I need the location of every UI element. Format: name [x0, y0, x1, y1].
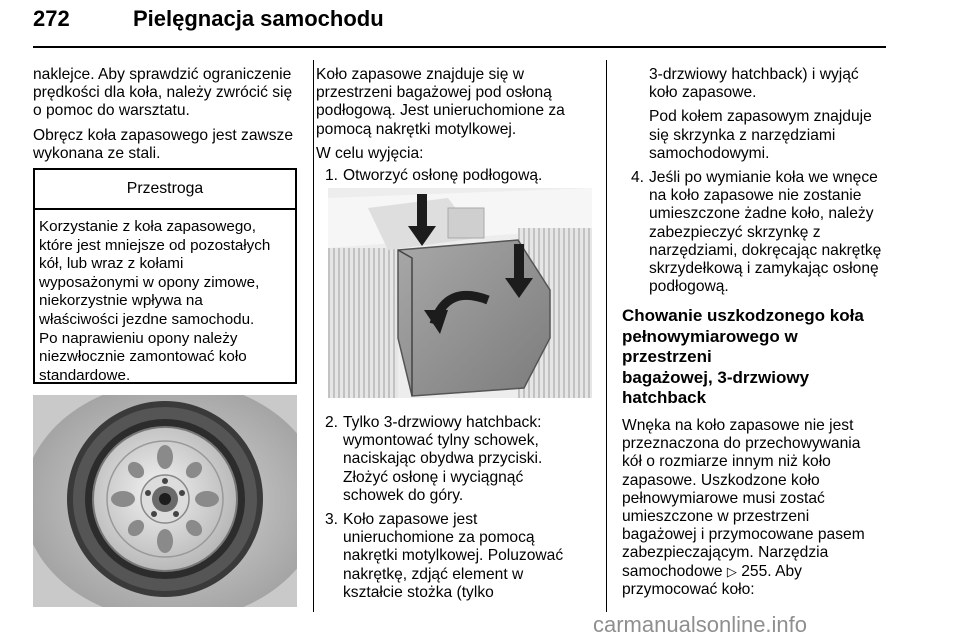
col2-intro-line: pomocą nakrętki motylkowej. [316, 120, 517, 138]
reference-prefix: samochodowe [622, 562, 723, 580]
heading-line: Chowanie uszkodzonego koła [622, 306, 864, 326]
col3-note-line: się skrzynka z narzędziami [649, 126, 836, 144]
col2-lead: W celu wyjęcia: [316, 144, 424, 162]
warning-line: Korzystanie z koła zapasowego, [39, 218, 256, 235]
page-reference-arrow-icon: ▷ [726, 563, 737, 579]
step-2-line: Złożyć osłonę i wyciągnąć [343, 468, 524, 486]
col3-note-line: samochodowymi. [649, 144, 770, 162]
heading-line: hatchback [622, 388, 707, 408]
step-2-line: Tylko 3-drzwiowy hatchback: [343, 414, 542, 431]
column-3-text [622, 66, 890, 599]
step-3-continuation [622, 66, 890, 163]
step-1 [316, 167, 596, 185]
col2-intro-line: przestrzeni bagażowej pod osłoną [316, 84, 552, 102]
step-3 [316, 511, 598, 602]
col2-intro-line: podłogową. Jest unieruchomione za [316, 102, 565, 120]
spare-wheel-photo [33, 395, 297, 607]
warning-line: niekorzystnie wpływa na [39, 292, 203, 310]
step-4-line: zabezpieczyć skrzynkę z [649, 223, 821, 241]
floor-cover-illustration [328, 188, 592, 398]
col3-cont-line: koło zapasowe. [649, 84, 757, 102]
body-line: przeznaczona do przechowywania [622, 435, 861, 453]
header-rule [33, 46, 886, 48]
step-1-text: Otworzyć osłonę podłogową. [343, 167, 543, 185]
col3-cont-line: 3-drzwiowy hatchback) i wyjąć [649, 66, 859, 83]
step-3-line: nakrętkę, zdjąć element w [343, 565, 524, 583]
floor-cover-photo [328, 188, 592, 398]
warning-line: niezwłocznie zamontować koło [39, 348, 247, 366]
warning-line: właściwości jezdne samochodu. [39, 310, 255, 328]
body-line: zapasowe. Uszkodzone koło [622, 471, 820, 489]
step-4-line: podłogową. [649, 278, 729, 296]
warning-line: Po naprawieniu opony należy [39, 329, 238, 347]
col1-line: o pomoc do warsztatu. [33, 102, 190, 120]
step-2-number: 2. [325, 414, 339, 431]
body-line: kół o rozmiarze innym niż koło [622, 453, 831, 471]
warning-line: wyposażonymi w opony zimowe, [39, 273, 260, 291]
page-header [33, 2, 886, 46]
step-2 [316, 414, 598, 505]
step-2-line: schowek do góry. [343, 486, 464, 504]
page-reference-line [622, 563, 890, 581]
warning-title: Przestroga [126, 180, 204, 197]
watermark: carmanualsonline.info [593, 612, 808, 637]
body-line: przymocować koło: [622, 580, 755, 598]
step-2-line: naciskając obydwa przyciski. [343, 450, 543, 468]
col2-intro-line: Koło zapasowe znajduje się w [316, 66, 525, 83]
col1-line: wykonana ze stali. [33, 144, 161, 162]
body-line: bagażowej i przymocowane pasem [622, 526, 865, 544]
warning-box [33, 168, 297, 384]
step-4 [622, 169, 890, 296]
column-divider-1 [313, 60, 314, 612]
step-4-number: 4. [631, 169, 645, 187]
col1-line: prędkości dla koła, należy zwrócić się [33, 84, 293, 102]
page-reference-link[interactable]: 255. Aby [741, 562, 802, 580]
page-number: 272 [33, 6, 70, 31]
step-3-line: Koło zapasowe jest [343, 511, 478, 529]
warning-line: które jest mniejsze od pozostałych [39, 236, 271, 254]
step-3-number: 3. [325, 511, 339, 529]
body-line: zabezpieczającym. Narzędzia [622, 544, 829, 562]
step-4-line: skrzydełkową i zamykając osłonę [649, 260, 879, 278]
step-4-line: narzędziami, dokręcając nakrętkę [649, 241, 882, 259]
body-line: Wnęka na koło zapasowe nie jest [622, 416, 854, 434]
column-1-text [33, 66, 301, 163]
body-line: pełnowymiarowe musi zostać [622, 489, 825, 507]
page-title: Pielęgnacja samochodu [133, 6, 384, 31]
body-line: umieszczone w przestrzeni [622, 507, 810, 525]
col1-line: naklejce. Aby sprawdzić ograniczenie [33, 66, 292, 83]
step-3-line: nakrętki motylkowej. Poluzować [343, 547, 564, 565]
heading-line: pełnowymiarowego w przestrzeni [622, 326, 798, 367]
col1-line: Obręcz koła zapasowego jest zawsze [33, 126, 294, 144]
col3-note-line: Pod kołem zapasowym znajduje [649, 108, 872, 126]
step-2-line: wymontować tylny schowek, [343, 432, 539, 450]
heading-line: bagażowej, 3-drzwiowy [622, 367, 810, 387]
warning-line: standardowe. [39, 366, 131, 384]
step-1-number: 1. [325, 167, 339, 185]
spare-wheel-illustration [33, 395, 297, 607]
warning-line: kół, lub wraz z kołami [39, 255, 184, 273]
warning-rule [35, 208, 295, 210]
step-4-line: umieszczone żadne koło, należy [649, 205, 874, 223]
step-4-line: na koło zapasowe nie zostanie [649, 187, 862, 205]
column-divider-2 [606, 60, 607, 612]
column-2-text [316, 66, 596, 185]
section-heading [622, 306, 890, 409]
warning-text [39, 218, 291, 385]
step-3-line: unieruchomione za pomocą [343, 529, 535, 547]
column-2-steps [316, 414, 598, 602]
step-4-line: Jeśli po wymianie koła we wnęce [649, 169, 878, 187]
step-3-line: kształcie stożka (tylko [343, 583, 494, 601]
